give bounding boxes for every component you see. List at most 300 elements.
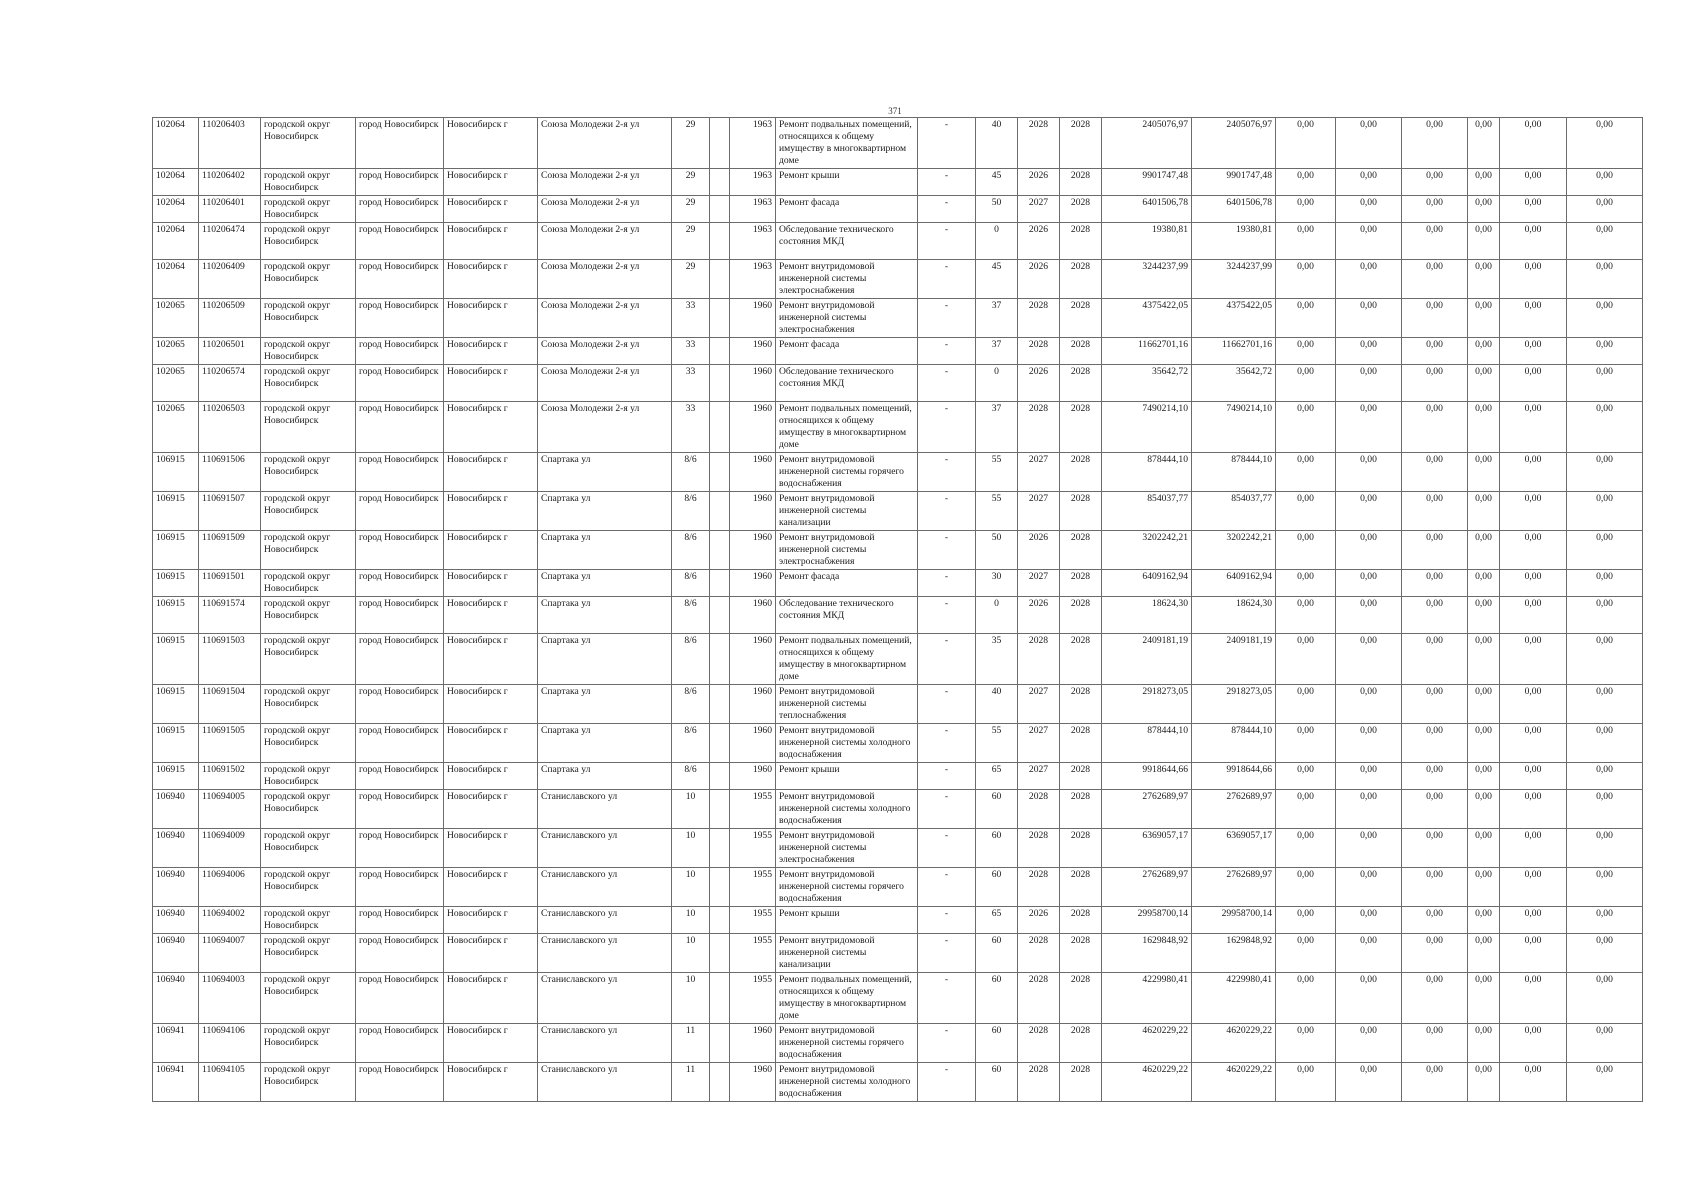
table-row bbox=[153, 453, 1643, 492]
cell-total-cost: 7490214,10 bbox=[1102, 402, 1192, 453]
cell-blank-mark: - bbox=[918, 570, 976, 597]
cell-year-built: 1960 bbox=[730, 763, 776, 790]
cell-work-type: Ремонт фасада bbox=[776, 338, 918, 365]
cell-fund-cost: 18624,30 bbox=[1192, 597, 1276, 634]
cell-municipality: городской округ Новосибирск bbox=[261, 685, 356, 724]
cell-wear-percent: 55 bbox=[976, 724, 1018, 763]
cell-plan-year: 2028 bbox=[1018, 118, 1060, 169]
cell-building bbox=[710, 973, 730, 1024]
cell-blank-mark: - bbox=[918, 907, 976, 934]
cell-plan-year: 2028 bbox=[1018, 338, 1060, 365]
cell-house-number: 10 bbox=[672, 829, 710, 868]
cell-locality: Новосибирск г bbox=[444, 260, 538, 299]
cell-subsidy-region: 0,00 bbox=[1336, 453, 1402, 492]
cell-plan-year: 2028 bbox=[1018, 790, 1060, 829]
cell-street: Союза Молодежи 2-я ул bbox=[538, 260, 672, 299]
cell-house-code: 106915 bbox=[153, 531, 199, 570]
cell-work-id: 110206403 bbox=[199, 118, 261, 169]
cell-city: город Новосибирск bbox=[356, 973, 444, 1024]
cell-reserve: 0,00 bbox=[1567, 492, 1643, 531]
cell-reserve: 0,00 bbox=[1567, 973, 1643, 1024]
cell-end-year: 2028 bbox=[1060, 763, 1102, 790]
cell-wear-percent: 60 bbox=[976, 934, 1018, 973]
cell-plan-year: 2026 bbox=[1018, 907, 1060, 934]
cell-total-cost: 4229980,41 bbox=[1102, 973, 1192, 1024]
cell-reserve: 0,00 bbox=[1567, 724, 1643, 763]
cell-street: Станиславского ул bbox=[538, 973, 672, 1024]
cell-wear-percent: 60 bbox=[976, 973, 1018, 1024]
cell-work-type: Ремонт фасада bbox=[776, 196, 918, 223]
cell-work-id: 110206402 bbox=[199, 169, 261, 196]
cell-subsidy-region: 0,00 bbox=[1336, 492, 1402, 531]
cell-blank-mark: - bbox=[918, 169, 976, 196]
cell-end-year: 2028 bbox=[1060, 724, 1102, 763]
table-row bbox=[153, 634, 1643, 685]
cell-house-code: 106915 bbox=[153, 492, 199, 531]
cell-street: Станиславского ул bbox=[538, 934, 672, 973]
cell-locality: Новосибирск г bbox=[444, 634, 538, 685]
cell-building bbox=[710, 763, 730, 790]
cell-house-number: 29 bbox=[672, 196, 710, 223]
cell-city: город Новосибирск bbox=[356, 1063, 444, 1102]
cell-reserve: 0,00 bbox=[1567, 223, 1643, 260]
cell-end-year: 2028 bbox=[1060, 634, 1102, 685]
cell-work-type: Ремонт внутридомовой инженерной системы горячего водоснабжения bbox=[776, 1024, 918, 1063]
table-row bbox=[153, 597, 1643, 634]
table-row bbox=[153, 685, 1643, 724]
cell-locality: Новосибирск г bbox=[444, 492, 538, 531]
cell-locality: Новосибирск г bbox=[444, 829, 538, 868]
cell-work-id: 110694106 bbox=[199, 1024, 261, 1063]
cell-total-cost: 4620229,22 bbox=[1102, 1063, 1192, 1102]
cell-total-cost: 6401506,78 bbox=[1102, 196, 1192, 223]
cell-subsidy-municipal: 0,00 bbox=[1402, 492, 1468, 531]
cell-end-year: 2028 bbox=[1060, 531, 1102, 570]
cell-end-year: 2028 bbox=[1060, 402, 1102, 453]
cell-work-id: 110691503 bbox=[199, 634, 261, 685]
cell-blank-mark: - bbox=[918, 260, 976, 299]
cell-street: Союза Молодежи 2-я ул bbox=[538, 196, 672, 223]
cell-city: город Новосибирск bbox=[356, 402, 444, 453]
cell-fund-cost: 878444,10 bbox=[1192, 724, 1276, 763]
cell-subsidy-municipal: 0,00 bbox=[1402, 570, 1468, 597]
cell-owners-share: 0,00 bbox=[1468, 196, 1500, 223]
cell-wear-percent: 60 bbox=[976, 868, 1018, 907]
cell-total-cost: 1629848,92 bbox=[1102, 934, 1192, 973]
cell-blank-mark: - bbox=[918, 223, 976, 260]
cell-owners-share: 0,00 bbox=[1468, 934, 1500, 973]
cell-work-id: 110694006 bbox=[199, 868, 261, 907]
cell-year-built: 1963 bbox=[730, 169, 776, 196]
cell-locality: Новосибирск г bbox=[444, 402, 538, 453]
cell-city: город Новосибирск bbox=[356, 570, 444, 597]
cell-locality: Новосибирск г bbox=[444, 763, 538, 790]
cell-house-number: 10 bbox=[672, 907, 710, 934]
cell-end-year: 2028 bbox=[1060, 868, 1102, 907]
cell-street: Станиславского ул bbox=[538, 829, 672, 868]
cell-wear-percent: 50 bbox=[976, 531, 1018, 570]
cell-city: город Новосибирск bbox=[356, 685, 444, 724]
cell-other-sources: 0,00 bbox=[1500, 196, 1567, 223]
cell-fund-cost: 4229980,41 bbox=[1192, 973, 1276, 1024]
cell-street: Союза Молодежи 2-я ул bbox=[538, 402, 672, 453]
cell-wear-percent: 0 bbox=[976, 223, 1018, 260]
table-row bbox=[153, 868, 1643, 907]
cell-fund-cost: 35642,72 bbox=[1192, 365, 1276, 402]
cell-house-number: 8/6 bbox=[672, 531, 710, 570]
cell-owners-share: 0,00 bbox=[1468, 299, 1500, 338]
cell-wear-percent: 60 bbox=[976, 790, 1018, 829]
cell-street: Станиславского ул bbox=[538, 1063, 672, 1102]
cell-building bbox=[710, 597, 730, 634]
cell-wear-percent: 45 bbox=[976, 260, 1018, 299]
cell-total-cost: 9901747,48 bbox=[1102, 169, 1192, 196]
cell-owners-share: 0,00 bbox=[1468, 868, 1500, 907]
table-row bbox=[153, 299, 1643, 338]
cell-building bbox=[710, 829, 730, 868]
cell-municipality: городской округ Новосибирск bbox=[261, 907, 356, 934]
cell-end-year: 2028 bbox=[1060, 223, 1102, 260]
cell-subsidy-municipal: 0,00 bbox=[1402, 790, 1468, 829]
cell-plan-year: 2028 bbox=[1018, 402, 1060, 453]
cell-fund-cost: 9918644,66 bbox=[1192, 763, 1276, 790]
table-row bbox=[153, 907, 1643, 934]
cell-municipality: городской округ Новосибирск bbox=[261, 338, 356, 365]
cell-work-id: 110206409 bbox=[199, 260, 261, 299]
page-number: 371 bbox=[888, 106, 902, 116]
cell-owners-share: 0,00 bbox=[1468, 829, 1500, 868]
cell-locality: Новосибирск г bbox=[444, 1024, 538, 1063]
cell-municipality: городской округ Новосибирск bbox=[261, 118, 356, 169]
cell-locality: Новосибирск г bbox=[444, 868, 538, 907]
cell-city: город Новосибирск bbox=[356, 169, 444, 196]
cell-total-cost: 3244237,99 bbox=[1102, 260, 1192, 299]
cell-work-type: Ремонт внутридомовой инженерной системы электроснабжения bbox=[776, 299, 918, 338]
cell-owners-share: 0,00 bbox=[1468, 597, 1500, 634]
cell-year-built: 1963 bbox=[730, 260, 776, 299]
cell-fund-cost: 4375422,05 bbox=[1192, 299, 1276, 338]
cell-work-id: 110691507 bbox=[199, 492, 261, 531]
cell-plan-year: 2027 bbox=[1018, 724, 1060, 763]
cell-plan-year: 2028 bbox=[1018, 1024, 1060, 1063]
cell-owners-share: 0,00 bbox=[1468, 365, 1500, 402]
cell-subsidy-region: 0,00 bbox=[1336, 1024, 1402, 1063]
cell-owners-share: 0,00 bbox=[1468, 570, 1500, 597]
cell-subsidy-municipal: 0,00 bbox=[1402, 169, 1468, 196]
cell-work-type: Ремонт внутридомовой инженерной системы электроснабжения bbox=[776, 531, 918, 570]
cell-year-built: 1960 bbox=[730, 1063, 776, 1102]
cell-fund-cost: 6401506,78 bbox=[1192, 196, 1276, 223]
cell-locality: Новосибирск г bbox=[444, 570, 538, 597]
cell-year-built: 1960 bbox=[730, 531, 776, 570]
cell-house-code: 102064 bbox=[153, 260, 199, 299]
cell-house-number: 33 bbox=[672, 299, 710, 338]
cell-plan-year: 2028 bbox=[1018, 973, 1060, 1024]
cell-city: город Новосибирск bbox=[356, 118, 444, 169]
cell-work-type: Ремонт крыши bbox=[776, 763, 918, 790]
cell-house-number: 8/6 bbox=[672, 597, 710, 634]
cell-subsidy-region: 0,00 bbox=[1336, 973, 1402, 1024]
cell-subsidy-region: 0,00 bbox=[1336, 790, 1402, 829]
cell-locality: Новосибирск г bbox=[444, 907, 538, 934]
cell-work-id: 110694005 bbox=[199, 790, 261, 829]
cell-blank-mark: - bbox=[918, 597, 976, 634]
cell-end-year: 2028 bbox=[1060, 260, 1102, 299]
cell-owners-share: 0,00 bbox=[1468, 169, 1500, 196]
cell-city: город Новосибирск bbox=[356, 829, 444, 868]
cell-wear-percent: 65 bbox=[976, 907, 1018, 934]
cell-subsidy-federal: 0,00 bbox=[1276, 223, 1336, 260]
cell-owners-share: 0,00 bbox=[1468, 402, 1500, 453]
cell-work-type: Ремонт фасада bbox=[776, 570, 918, 597]
cell-wear-percent: 55 bbox=[976, 492, 1018, 531]
cell-city: город Новосибирск bbox=[356, 907, 444, 934]
cell-building bbox=[710, 1024, 730, 1063]
cell-owners-share: 0,00 bbox=[1468, 907, 1500, 934]
cell-other-sources: 0,00 bbox=[1500, 1024, 1567, 1063]
cell-subsidy-federal: 0,00 bbox=[1276, 1063, 1336, 1102]
cell-reserve: 0,00 bbox=[1567, 868, 1643, 907]
cell-end-year: 2028 bbox=[1060, 685, 1102, 724]
cell-work-type: Ремонт внутридомовой инженерной системы холодного водоснабжения bbox=[776, 724, 918, 763]
cell-subsidy-federal: 0,00 bbox=[1276, 365, 1336, 402]
cell-house-code: 106915 bbox=[153, 634, 199, 685]
cell-subsidy-region: 0,00 bbox=[1336, 868, 1402, 907]
cell-work-type: Обследование технического состояния МКД bbox=[776, 597, 918, 634]
cell-reserve: 0,00 bbox=[1567, 453, 1643, 492]
cell-subsidy-municipal: 0,00 bbox=[1402, 1024, 1468, 1063]
cell-work-id: 110206501 bbox=[199, 338, 261, 365]
cell-municipality: городской округ Новосибирск bbox=[261, 492, 356, 531]
cell-subsidy-municipal: 0,00 bbox=[1402, 934, 1468, 973]
cell-other-sources: 0,00 bbox=[1500, 169, 1567, 196]
cell-street: Союза Молодежи 2-я ул bbox=[538, 365, 672, 402]
cell-blank-mark: - bbox=[918, 685, 976, 724]
cell-blank-mark: - bbox=[918, 829, 976, 868]
cell-year-built: 1955 bbox=[730, 829, 776, 868]
cell-work-type: Ремонт подвальных помещений, относящихся к общему имуществу в многоквартирном доме bbox=[776, 973, 918, 1024]
table-row bbox=[153, 973, 1643, 1024]
cell-year-built: 1960 bbox=[730, 685, 776, 724]
cell-street: Спартака ул bbox=[538, 685, 672, 724]
cell-wear-percent: 60 bbox=[976, 1063, 1018, 1102]
cell-total-cost: 2762689,97 bbox=[1102, 868, 1192, 907]
cell-city: город Новосибирск bbox=[356, 597, 444, 634]
cell-plan-year: 2026 bbox=[1018, 597, 1060, 634]
cell-building bbox=[710, 118, 730, 169]
cell-city: город Новосибирск bbox=[356, 299, 444, 338]
cell-municipality: городской округ Новосибирск bbox=[261, 196, 356, 223]
cell-municipality: городской округ Новосибирск bbox=[261, 868, 356, 907]
cell-other-sources: 0,00 bbox=[1500, 973, 1567, 1024]
cell-other-sources: 0,00 bbox=[1500, 531, 1567, 570]
cell-locality: Новосибирск г bbox=[444, 790, 538, 829]
cell-city: город Новосибирск bbox=[356, 223, 444, 260]
cell-house-code: 102065 bbox=[153, 365, 199, 402]
cell-house-code: 106941 bbox=[153, 1024, 199, 1063]
cell-street: Станиславского ул bbox=[538, 868, 672, 907]
cell-wear-percent: 60 bbox=[976, 1024, 1018, 1063]
cell-fund-cost: 2409181,19 bbox=[1192, 634, 1276, 685]
cell-total-cost: 11662701,16 bbox=[1102, 338, 1192, 365]
table-row bbox=[153, 169, 1643, 196]
cell-plan-year: 2027 bbox=[1018, 570, 1060, 597]
cell-total-cost: 878444,10 bbox=[1102, 453, 1192, 492]
cell-fund-cost: 4620229,22 bbox=[1192, 1024, 1276, 1063]
cell-house-code: 102064 bbox=[153, 169, 199, 196]
cell-subsidy-region: 0,00 bbox=[1336, 365, 1402, 402]
cell-locality: Новосибирск г bbox=[444, 934, 538, 973]
cell-municipality: городской округ Новосибирск bbox=[261, 973, 356, 1024]
cell-reserve: 0,00 bbox=[1567, 763, 1643, 790]
cell-reserve: 0,00 bbox=[1567, 169, 1643, 196]
cell-total-cost: 2762689,97 bbox=[1102, 790, 1192, 829]
table-row bbox=[153, 1063, 1643, 1102]
cell-blank-mark: - bbox=[918, 868, 976, 907]
table-row bbox=[153, 196, 1643, 223]
cell-house-number: 10 bbox=[672, 868, 710, 907]
cell-work-id: 110694002 bbox=[199, 907, 261, 934]
cell-locality: Новосибирск г bbox=[444, 169, 538, 196]
cell-subsidy-municipal: 0,00 bbox=[1402, 724, 1468, 763]
cell-wear-percent: 45 bbox=[976, 169, 1018, 196]
cell-work-type: Ремонт подвальных помещений, относящихся к общему имуществу в многоквартирном доме bbox=[776, 634, 918, 685]
cell-building bbox=[710, 531, 730, 570]
cell-reserve: 0,00 bbox=[1567, 829, 1643, 868]
cell-locality: Новосибирск г bbox=[444, 685, 538, 724]
cell-year-built: 1955 bbox=[730, 868, 776, 907]
cell-total-cost: 19380,81 bbox=[1102, 223, 1192, 260]
cell-subsidy-federal: 0,00 bbox=[1276, 492, 1336, 531]
cell-city: город Новосибирск bbox=[356, 1024, 444, 1063]
cell-subsidy-federal: 0,00 bbox=[1276, 790, 1336, 829]
cell-plan-year: 2026 bbox=[1018, 531, 1060, 570]
cell-subsidy-region: 0,00 bbox=[1336, 299, 1402, 338]
cell-plan-year: 2026 bbox=[1018, 223, 1060, 260]
cell-city: город Новосибирск bbox=[356, 260, 444, 299]
cell-end-year: 2028 bbox=[1060, 790, 1102, 829]
cell-subsidy-municipal: 0,00 bbox=[1402, 196, 1468, 223]
cell-work-type: Ремонт подвальных помещений, относящихся к общему имуществу в многоквартирном доме bbox=[776, 118, 918, 169]
cell-fund-cost: 2405076,97 bbox=[1192, 118, 1276, 169]
table-row bbox=[153, 763, 1643, 790]
cell-work-type: Ремонт внутридомовой инженерной системы канализации bbox=[776, 934, 918, 973]
cell-subsidy-region: 0,00 bbox=[1336, 196, 1402, 223]
cell-subsidy-municipal: 0,00 bbox=[1402, 453, 1468, 492]
cell-subsidy-federal: 0,00 bbox=[1276, 402, 1336, 453]
cell-city: город Новосибирск bbox=[356, 724, 444, 763]
cell-fund-cost: 6369057,17 bbox=[1192, 829, 1276, 868]
cell-subsidy-region: 0,00 bbox=[1336, 634, 1402, 685]
cell-year-built: 1960 bbox=[730, 338, 776, 365]
cell-fund-cost: 9901747,48 bbox=[1192, 169, 1276, 196]
cell-end-year: 2028 bbox=[1060, 453, 1102, 492]
cell-plan-year: 2028 bbox=[1018, 934, 1060, 973]
cell-subsidy-federal: 0,00 bbox=[1276, 763, 1336, 790]
cell-year-built: 1960 bbox=[730, 570, 776, 597]
cell-house-code: 102065 bbox=[153, 299, 199, 338]
cell-other-sources: 0,00 bbox=[1500, 223, 1567, 260]
cell-subsidy-municipal: 0,00 bbox=[1402, 685, 1468, 724]
cell-plan-year: 2026 bbox=[1018, 260, 1060, 299]
cell-work-type: Ремонт внутридомовой инженерной системы горячего водоснабжения bbox=[776, 453, 918, 492]
cell-locality: Новосибирск г bbox=[444, 531, 538, 570]
cell-reserve: 0,00 bbox=[1567, 260, 1643, 299]
cell-street: Союза Молодежи 2-я ул bbox=[538, 299, 672, 338]
cell-reserve: 0,00 bbox=[1567, 570, 1643, 597]
cell-fund-cost: 854037,77 bbox=[1192, 492, 1276, 531]
cell-blank-mark: - bbox=[918, 531, 976, 570]
cell-end-year: 2028 bbox=[1060, 196, 1102, 223]
cell-subsidy-federal: 0,00 bbox=[1276, 338, 1336, 365]
cell-other-sources: 0,00 bbox=[1500, 1063, 1567, 1102]
cell-municipality: городской округ Новосибирск bbox=[261, 223, 356, 260]
cell-work-type: Ремонт внутридомовой инженерной системы электроснабжения bbox=[776, 829, 918, 868]
cell-year-built: 1960 bbox=[730, 365, 776, 402]
cell-subsidy-region: 0,00 bbox=[1336, 260, 1402, 299]
table-row bbox=[153, 118, 1643, 169]
cell-work-type: Обследование технического состояния МКД bbox=[776, 365, 918, 402]
cell-work-id: 110694007 bbox=[199, 934, 261, 973]
cell-work-id: 110691505 bbox=[199, 724, 261, 763]
cell-subsidy-federal: 0,00 bbox=[1276, 634, 1336, 685]
cell-subsidy-federal: 0,00 bbox=[1276, 260, 1336, 299]
cell-house-number: 29 bbox=[672, 169, 710, 196]
cell-reserve: 0,00 bbox=[1567, 299, 1643, 338]
cell-blank-mark: - bbox=[918, 1063, 976, 1102]
cell-house-number: 33 bbox=[672, 402, 710, 453]
cell-other-sources: 0,00 bbox=[1500, 402, 1567, 453]
cell-house-code: 106915 bbox=[153, 763, 199, 790]
cell-owners-share: 0,00 bbox=[1468, 1063, 1500, 1102]
cell-work-type: Ремонт внутридомовой инженерной системы горячего водоснабжения bbox=[776, 868, 918, 907]
cell-work-type: Ремонт внутридомовой инженерной системы электроснабжения bbox=[776, 260, 918, 299]
cell-work-type: Ремонт внутридомовой инженерной системы канализации bbox=[776, 492, 918, 531]
cell-house-number: 8/6 bbox=[672, 453, 710, 492]
cell-subsidy-region: 0,00 bbox=[1336, 934, 1402, 973]
cell-other-sources: 0,00 bbox=[1500, 763, 1567, 790]
cell-street: Союза Молодежи 2-я ул bbox=[538, 118, 672, 169]
cell-total-cost: 3202242,21 bbox=[1102, 531, 1192, 570]
register-body bbox=[153, 118, 1643, 1102]
cell-total-cost: 6369057,17 bbox=[1102, 829, 1192, 868]
cell-subsidy-municipal: 0,00 bbox=[1402, 365, 1468, 402]
cell-municipality: городской округ Новосибирск bbox=[261, 1063, 356, 1102]
table-row bbox=[153, 365, 1643, 402]
cell-building bbox=[710, 223, 730, 260]
cell-subsidy-federal: 0,00 bbox=[1276, 685, 1336, 724]
cell-building bbox=[710, 196, 730, 223]
cell-house-number: 8/6 bbox=[672, 724, 710, 763]
cell-subsidy-municipal: 0,00 bbox=[1402, 1063, 1468, 1102]
cell-wear-percent: 55 bbox=[976, 453, 1018, 492]
cell-other-sources: 0,00 bbox=[1500, 597, 1567, 634]
cell-other-sources: 0,00 bbox=[1500, 829, 1567, 868]
cell-fund-cost: 11662701,16 bbox=[1192, 338, 1276, 365]
cell-locality: Новосибирск г bbox=[444, 1063, 538, 1102]
cell-municipality: городской округ Новосибирск bbox=[261, 790, 356, 829]
cell-plan-year: 2028 bbox=[1018, 299, 1060, 338]
cell-work-id: 110206401 bbox=[199, 196, 261, 223]
cell-other-sources: 0,00 bbox=[1500, 260, 1567, 299]
cell-other-sources: 0,00 bbox=[1500, 685, 1567, 724]
cell-plan-year: 2027 bbox=[1018, 763, 1060, 790]
cell-house-number: 29 bbox=[672, 260, 710, 299]
cell-total-cost: 29958700,14 bbox=[1102, 907, 1192, 934]
cell-end-year: 2028 bbox=[1060, 973, 1102, 1024]
cell-blank-mark: - bbox=[918, 763, 976, 790]
cell-locality: Новосибирск г bbox=[444, 338, 538, 365]
